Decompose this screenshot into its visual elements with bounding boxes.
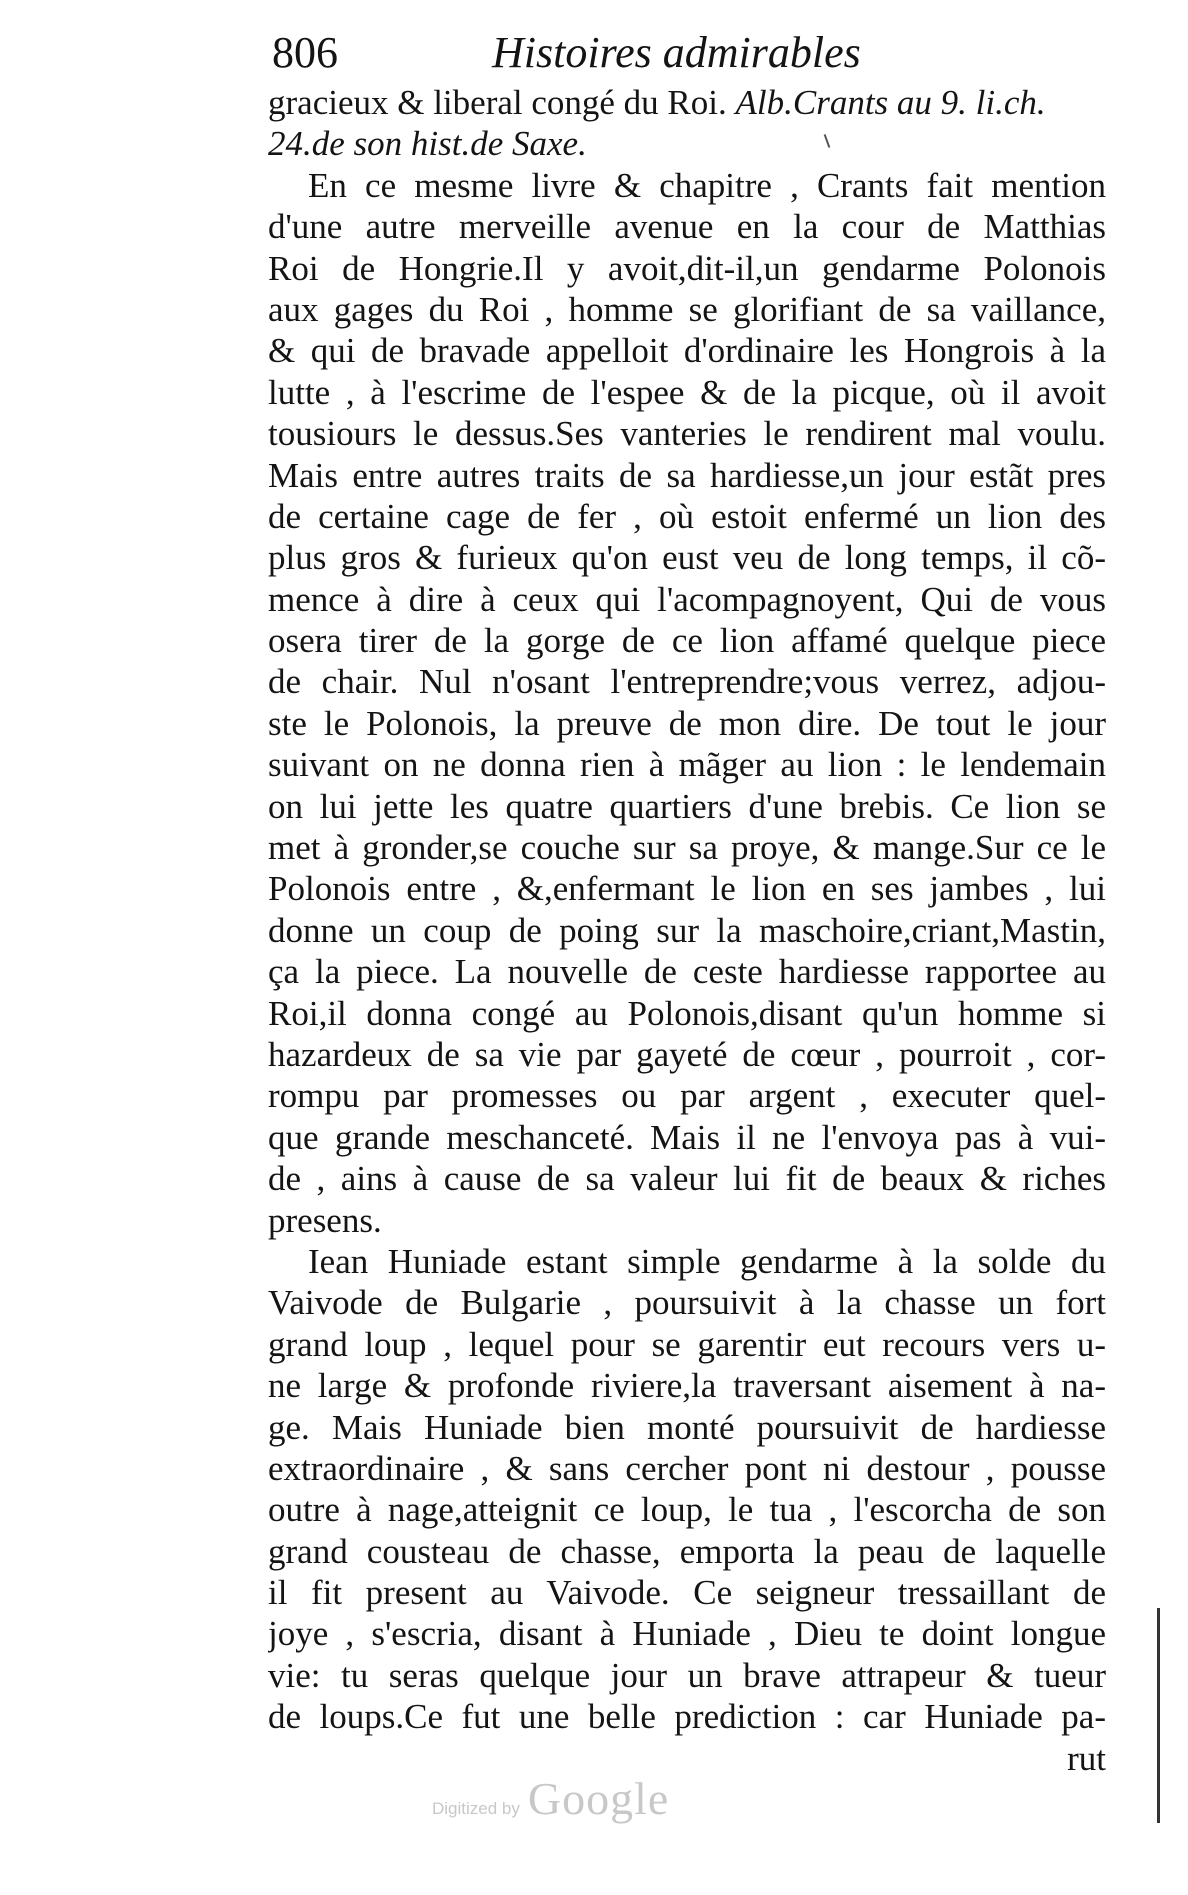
text-line: Vaivode de Bulgarie , poursuivit à la chasse un fort xyxy=(268,1283,1106,1323)
page-edge-line xyxy=(1157,1608,1160,1823)
text-line: rompu par promesses ou par argent , executer quel- xyxy=(268,1076,1106,1116)
text-line: aux gages du Roi , homme se glorifiant de sa vaillance, xyxy=(268,289,1106,329)
text-line: il fit present au Vaivode. Ce seigneur tressaillant de xyxy=(268,1573,1106,1613)
catchword: rut xyxy=(1067,1738,1106,1778)
text-line-first xyxy=(268,82,1106,123)
running-head: Histoires admirables xyxy=(492,28,861,77)
page-number: 806 xyxy=(272,28,338,77)
text-line: met à gronder,se couche sur sa proye, & mange.Sur ce le xyxy=(268,828,1106,868)
text-line: osera tirer de la gorge de ce lion affamé quelque piece xyxy=(268,621,1106,661)
text-line: grand loup , lequel pour se garentir eut recours vers u- xyxy=(268,1324,1106,1364)
text-line: lutte , à l'escrime de l'espee & de la picque, où il avoit xyxy=(268,372,1106,412)
text-line: de , ains à cause de sa valeur lui fit de beaux & riches xyxy=(268,1159,1106,1199)
text-line: 24.de son hist.de Saxe. xyxy=(268,124,587,164)
text-line: Iean Huniade estant simple gendarme à la solde du xyxy=(308,1241,1106,1281)
text-line: on lui jette les quatre quartiers d'une brebis. Ce lion se xyxy=(268,786,1106,826)
text-line: outre à nage,atteignit ce loup, le tua , l'escorcha de son xyxy=(268,1490,1106,1530)
text-line: d'une autre merveille avenue en la cour de Matthias xyxy=(268,207,1106,247)
text-line: mence à dire à ceux qui l'acompagnoyent, Qui de vous xyxy=(268,579,1106,619)
marginal-note: Alb.Crants au 9. li.ch. xyxy=(735,83,1046,122)
text-line: ge. Mais Huniade bien monté poursuivit de hardiesse xyxy=(268,1407,1106,1447)
text-line: hazardeux de sa vie par gayeté de cœur , pourroit , cor- xyxy=(268,1034,1106,1074)
text-line: suivant on ne donna rien à mãger au lion : le lendemain xyxy=(268,745,1106,785)
text-line: Roi de Hongrie.Il y avoit,dit-il,un gendarme Polonois xyxy=(268,248,1106,288)
text-line: Polonois entre , &,enfermant le lion en ses jambes , lui xyxy=(268,869,1106,909)
text-line: donne un coup de poing sur la maschoire,criant,Mastin, xyxy=(268,910,1106,950)
text-line: joye , s'escria, disant à Huniade , Dieu te doint longue xyxy=(268,1614,1106,1654)
text-line: & qui de bravade appelloit d'ordinaire les Hongrois à la xyxy=(268,331,1106,371)
text-line: presens. xyxy=(268,1200,382,1240)
text-line: de loups.Ce fut une belle prediction : car Huniade pa- xyxy=(268,1697,1106,1737)
text-line: plus gros & furieux qu'on eust veu de long temps, il cõ- xyxy=(268,538,1106,578)
text-line: de chair. Nul n'osant l'entreprendre;vous verrez, adjou- xyxy=(268,662,1106,702)
text-line: tousiours le dessus.Ses vanteries le rendirent mal voulu. xyxy=(268,414,1106,454)
text-line: que grande meschanceté. Mais il ne l'envoya pas à vui- xyxy=(268,1117,1106,1157)
text-line: gracieux & liberal congé du Roi. xyxy=(268,83,727,122)
text-line: ste le Polonois, la preuve de mon dire. De tout le jour xyxy=(268,703,1106,743)
text-line: de certaine cage de fer , où estoit enfermé un lion des xyxy=(268,496,1106,536)
page-header xyxy=(272,24,1112,82)
text-line: extraordinaire , & sans cercher pont ni destour , pousse xyxy=(268,1448,1106,1488)
text-line: ça la piece. La nouvelle de ceste hardiesse rapportee au xyxy=(268,952,1106,992)
digitized-watermark xyxy=(432,1772,669,1825)
text-line: En ce mesme livre & chapitre , Crants fait mention xyxy=(308,165,1106,205)
text-line: Mais entre autres traits de sa hardiesse,un jour estãt pres xyxy=(268,455,1106,495)
watermark-prefix: Digitized by xyxy=(432,1799,520,1818)
body-text xyxy=(268,82,1106,1779)
text-line: Roi,il donna congé au Polonois,disant qu'un homme si xyxy=(268,993,1106,1033)
text-line: vie: tu seras quelque jour un brave attrapeur & tueur xyxy=(268,1655,1106,1695)
text-line: grand cousteau de chasse, emporta la peau de laquelle xyxy=(268,1531,1106,1571)
google-logo: Google xyxy=(527,1773,670,1824)
text-line: ne large & profonde riviere,la traversant aisement à na- xyxy=(268,1366,1106,1406)
